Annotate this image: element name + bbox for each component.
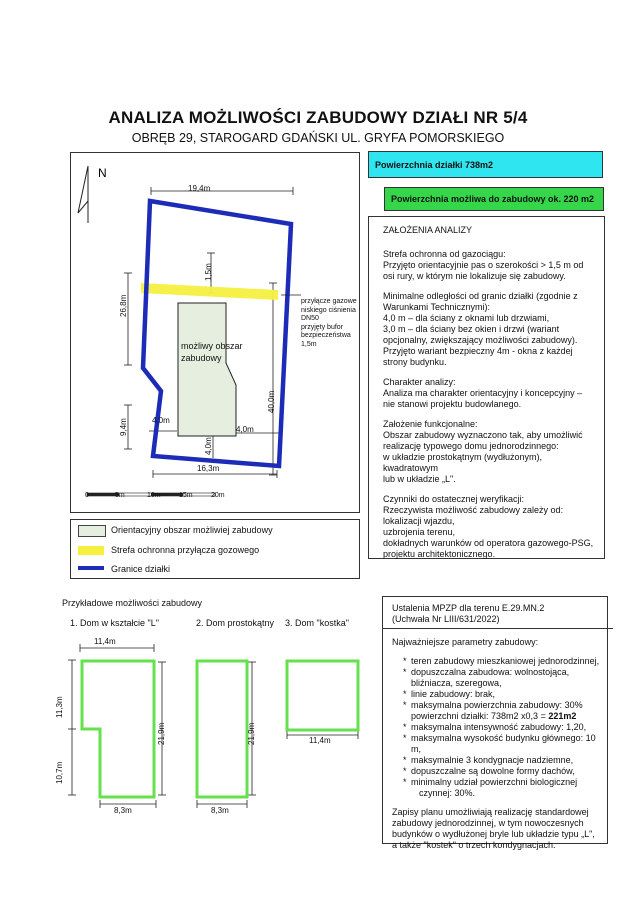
scale-15: 15m [179, 492, 193, 499]
dim-lower-left: 9,4m [119, 418, 128, 436]
assumptions-header: ZAŁOŻENIA ANALIZY [383, 225, 473, 235]
legend-item-area: Orientacyjny obszar możliwiej zabudowy [111, 525, 273, 535]
l-dim-top: 11,4m [94, 637, 116, 646]
page-subtitle: OBRĘB 29, STAROGARD GDAŃSKI UL. GRYFA POMORSKIEGO [131, 131, 505, 145]
assumptions-box [368, 216, 605, 559]
distances-text: Minimalne odległości od granic działki (zgodnie z Warunkami Technicznymi): 4,0 m – dla ściany z oknami lub drzwiami, 3,0 m – dla ściany bez okien i drzwi (wariant opcjonalny, zwiększający możliwości zabudowy). Przyjęto wariant bezpieczny 4m - okna z każdej strony budynku. [383, 291, 578, 367]
cube-house-shape [287, 661, 358, 730]
build-area-box: Powierzchnia możliwa do zabudowy ok. 220 m2 [384, 187, 604, 211]
dim-right: 40,0m [267, 390, 276, 413]
scale-5: 5m [115, 492, 125, 499]
character-text: Charakter analizy: Analiza ma charakter orientacyjny i koncepcyjny – nie stanowi projektu budowlanego. [383, 377, 583, 409]
verify-text: Czynniki do ostatecznej weryfikacji: Rzeczywista możliwość zabudowy zależy od: lokalizacji wjazdu, uzbrojenia terenu, dokładnych warunków od operatora gazowego-PSG, projektu architektonicznego. [383, 494, 594, 559]
north-label: N [98, 166, 107, 180]
dim-gas: 1,5m [204, 263, 213, 281]
mpzp-subheader: Najważniejsze parametry zabudowy: [392, 637, 539, 647]
dim-top: 19,4m [188, 184, 211, 193]
legend-item-boundary: Granice działki [111, 564, 171, 574]
dim-set-bottom: 4,0m [204, 437, 213, 455]
mpzp-note: Zapisy planu umożliwiają realizację standardowej zabudowy jednorodzinnej, w tym nowoczesnych budynków o wydłużonej bryle lub układzie typu „L", a także "kostek" o trzech kondygnacjach. [392, 807, 595, 850]
gas-note: przyłącze gazowe niskiego ciśnienia DN50 przyjęty bufor bezpieczeństwa 1,5m [301, 298, 357, 348]
legend-item-gas: Strefa ochronna przyłącza gozowego [111, 545, 260, 555]
examples-header: Przykładowe możliwości zabudowy [62, 598, 203, 608]
scale-20: 20m [211, 492, 225, 499]
example-label-rect: 2. Dom prostokątny [196, 618, 275, 628]
example-label-l: 1. Dom w kształcie "L" [70, 618, 159, 628]
mpzp-box [382, 596, 608, 850]
dim-set-right: 4,0m [236, 425, 254, 434]
example-label-cube: 3. Dom "kostka" [285, 618, 349, 628]
mpzp-header-2: (Uchwała Nr LIII/631/2022) [392, 614, 500, 624]
gas-zone-text: Strefa ochronna od gazociągu: Przyjęto orientacyjnie pas o szerokości > 1,5 m od osi rury, w którym nie lokalizuje się zabudowy. [383, 249, 584, 281]
plot-area-box: Powierzchnia działki 738m2 [368, 151, 603, 178]
north-arrow-icon [78, 166, 88, 223]
functional-text: Założenie funkcjonalne: Obszar zabudowy wyznaczono tak, aby umożliwić realizację typowego domu jednorodzinnego: w układzie prostokątnym (wydłużonym), kwadratowym lub w układzie „L". [383, 419, 583, 484]
scale-10: 10m [147, 492, 161, 499]
legend [70, 519, 360, 579]
rect-dim-bottom: 8,3m [211, 806, 229, 815]
buildable-area [178, 303, 236, 436]
mpzp-header-1: Ustalenia MPZP dla terenu E.29.MN.2 [392, 603, 545, 613]
dim-set-left: 4,0m [152, 416, 170, 425]
example-shapes [40, 630, 370, 830]
dim-left: 26,8m [119, 294, 128, 317]
site-plan-frame [70, 152, 360, 513]
area-label-2: zabudowy [181, 353, 222, 363]
l-house-shape [82, 661, 154, 797]
page-title: ANALIZA MOŻLIWOŚCI ZABUDOWY DZIAŁI NR 5/4 [108, 108, 528, 127]
scale-0: 0 [85, 492, 89, 499]
area-label-1: możliwy obszar [181, 341, 243, 351]
mpzp-list: * teren zabudowy mieszkaniowej jednorodzinnej, * dopuszczalna zabudowa: wolnostojąca, bliźniacza, szeregowa, * linie zabudowy: brak, * maksymalna powierzchnia zabudowy: 30% powierzchni działki: 738m2 x0,3 = 221m2 * maksymalna intensywność zabudowy: 1,20, * maksymalna wysokość budynku głównego: 10 m, * maksymalnie 3 kondygnacje nadziemne, * dopuszczalne są dowolne formy dachów, * minimalny udział powierzchni biologicznej czynnej: 30%. [392, 656, 604, 799]
l-dim-right: 21,9m [157, 722, 166, 745]
l-dim-lower: 10,7m [55, 761, 64, 784]
l-dim-upper: 11,3m [55, 696, 64, 718]
gas-protection-zone [141, 283, 278, 300]
dim-bottom: 16,3m [197, 464, 220, 473]
l-dim-bottom: 8,3m [114, 806, 132, 815]
cube-dim-bottom: 11,4m [309, 736, 331, 745]
rect-dim-right: 21,9m [247, 722, 256, 745]
rect-house-shape [197, 661, 247, 797]
